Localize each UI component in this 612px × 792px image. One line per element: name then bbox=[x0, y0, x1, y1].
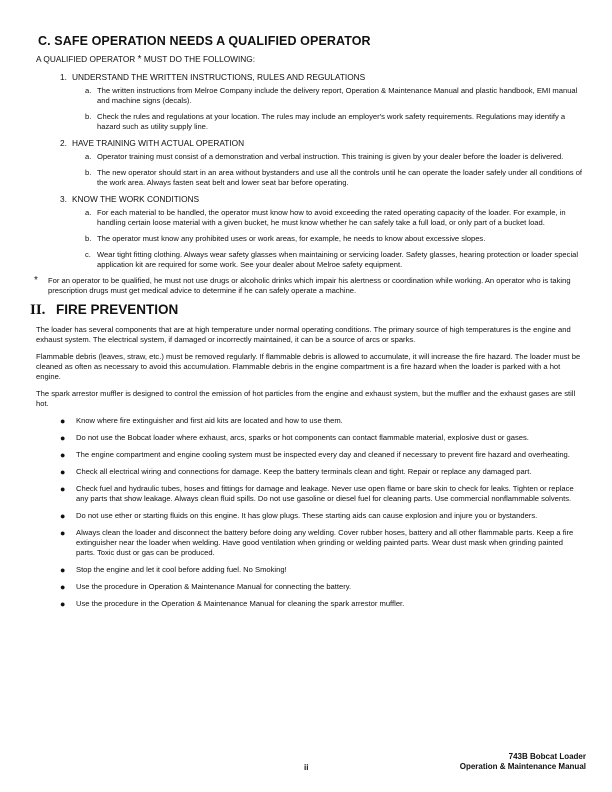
page-content bbox=[28, 34, 588, 616]
item-number: 3. bbox=[60, 194, 67, 204]
bullet-icon: ● bbox=[60, 528, 66, 538]
bullet-item bbox=[60, 565, 588, 575]
sub-item-letter: b. bbox=[85, 168, 92, 177]
item-heading: KNOW THE WORK CONDITIONS bbox=[72, 194, 200, 204]
sub-item bbox=[85, 152, 588, 162]
page-number: ii bbox=[304, 763, 309, 772]
bullet-item bbox=[60, 433, 588, 443]
sub-item-text: The operator must know any prohibited uses or work areas, for example, he needs to know about excessive slopes. bbox=[97, 234, 486, 243]
note-text: For an operator to be qualified, he must not use drugs or alcoholic drinks which impair his alertness or coordination while working. An operator who is taking prescription drugs must get medical advice to determine if he can safely operate a machine. bbox=[48, 276, 571, 295]
sub-item-letter: b. bbox=[85, 234, 92, 243]
bullet-icon: ● bbox=[60, 416, 66, 426]
numbered-item bbox=[60, 138, 588, 148]
sub-item-text: Wear tight fitting clothing. Always wear safety glasses when maintaining or servicing loader. Safety glasses, hearing protection or loader special application kit are required for some work. See your dealer about Melroe safety equipment. bbox=[97, 250, 579, 269]
bullet-item bbox=[60, 416, 588, 426]
section-numeral: II. bbox=[30, 302, 46, 318]
bullet-text: Check fuel and hydraulic tubes, hoses and fittings for damage and leakage. Never use open flame or bare skin to check for leaks. Tighten or replace any parts that show leakage. Always clean fluid spills. Do not use gasoline or diesel fuel for cleaning parts. Use commercial nonflammable solvents. bbox=[76, 484, 574, 503]
sub-item-text: The written instructions from Melroe Company include the delivery report, Operation & Maintenance Manual and plastic handbook, EMI manual and machine signs (decals). bbox=[97, 86, 578, 105]
section-c-intro bbox=[36, 54, 588, 65]
bullet-icon: ● bbox=[60, 433, 66, 443]
intro-text-end: MUST DO THE FOLLOWING: bbox=[143, 54, 256, 64]
bullet-text: Use the procedure in the Operation & Maintenance Manual for cleaning the spark arrestor muffler. bbox=[76, 599, 405, 608]
sub-item-letter: a. bbox=[85, 86, 92, 95]
bullet-text: Check all electrical wiring and connections for damage. Keep the battery terminals clean and tight. Repair or replace any damaged part. bbox=[76, 467, 532, 476]
item-heading: UNDERSTAND THE WRITTEN INSTRUCTIONS, RULES AND REGULATIONS bbox=[72, 72, 366, 82]
bullet-item bbox=[60, 511, 588, 521]
bullet-item bbox=[60, 450, 588, 460]
paragraph: The spark arrestor muffler is designed to control the emission of hot particles from the engine and exhaust system, but the muffler and the exhaust gases are still hot. bbox=[36, 389, 576, 408]
bullet-icon: ● bbox=[60, 599, 66, 609]
section-c-title: C. SAFE OPERATION NEEDS A QUALIFIED OPERATOR bbox=[38, 34, 371, 48]
sub-item-letter: c. bbox=[85, 250, 91, 259]
sub-item bbox=[85, 208, 588, 228]
item-number: 2. bbox=[60, 138, 67, 148]
sub-item bbox=[85, 234, 588, 244]
bullet-item bbox=[60, 599, 588, 609]
sub-item-letter: b. bbox=[85, 112, 92, 121]
sub-item-text: Check the rules and regulations at your location. The rules may include an employer's work safety requirements. Regulations may identify a hazard such as utility supply line. bbox=[97, 112, 566, 131]
footer-model: 743B Bobcat Loader bbox=[508, 752, 586, 761]
sub-item-text: The new operator should start in an area without bystanders and use all the controls until he can operate the loader safely under all conditions of the work area. Always fasten seat belt and lower seat bar before operating. bbox=[97, 168, 583, 187]
bullet-text: The engine compartment and engine cooling system must be inspected every day and cleaned if necessary to prevent fire hazard and overheating. bbox=[76, 450, 570, 459]
sub-item-text: For each material to be handled, the operator must know how to avoid exceeding the rated operating capacity of the loader. For example, in handling certain loose material with a given bucket, he must know whether he can safely take a full load, or only part of a bucket load. bbox=[97, 208, 566, 227]
footer-manual-title bbox=[460, 752, 586, 772]
bullet-text: Always clean the loader and disconnect the battery before doing any welding. Cover rubber hoses, battery and all other flammable parts. Keep a fire extinguisher near the loader when welding. Have good ventilation when grinding or welding painted parts. Wear dust mask when grinding painted parts. Toxic dust or gas can be produced. bbox=[76, 528, 574, 557]
bullet-item bbox=[60, 467, 588, 477]
sub-item-letter: a. bbox=[85, 208, 92, 217]
sub-item-letter: a. bbox=[85, 152, 92, 161]
numbered-item bbox=[60, 194, 588, 204]
bullet-text: Do not use the Bobcat loader where exhaust, arcs, sparks or hot components can contact flammable material, explosive dust or gases. bbox=[76, 433, 529, 442]
item-heading: HAVE TRAINING WITH ACTUAL OPERATION bbox=[72, 138, 245, 148]
bullet-icon: ● bbox=[60, 484, 66, 494]
bullet-icon: ● bbox=[60, 450, 66, 460]
bullet-icon: ● bbox=[60, 467, 66, 477]
footer-manual: Operation & Maintenance Manual bbox=[459, 762, 586, 771]
paragraph: The loader has several components that are at high temperature under normal operating conditions. The primary source of high temperatures is the engine and exhaust system. The electrical system, if damaged or incorrectly maintained, it can be a source of arcs or sparks. bbox=[36, 325, 571, 344]
bullet-icon: ● bbox=[60, 565, 66, 575]
section-title: FIRE PREVENTION bbox=[56, 302, 179, 317]
item-number: 1. bbox=[60, 72, 67, 82]
bullet-item bbox=[60, 582, 588, 592]
bullet-item bbox=[60, 528, 588, 558]
intro-text: A QUALIFIED OPERATOR bbox=[36, 54, 136, 64]
sub-item bbox=[85, 112, 588, 132]
bullet-icon: ● bbox=[60, 511, 66, 521]
sub-item bbox=[85, 86, 588, 106]
bullet-item bbox=[60, 484, 588, 504]
paragraph: Flammable debris (leaves, straw, etc.) must be removed regularly. If flammable debris is allowed to accumulate, it will increase the fire hazard. The loader must be cleaned as often as necessary to avoid this accumulation. Flammable debris in the engine compartment is a fire hazard when the loader is parked with a hot engine. bbox=[36, 352, 581, 381]
sub-item bbox=[85, 250, 588, 270]
sub-item-text: Operator training must consist of a demonstration and verbal instruction. This training is given by your dealer before the loader is delivered. bbox=[97, 152, 564, 161]
section-ii-heading bbox=[30, 302, 588, 319]
qualification-note bbox=[34, 276, 588, 296]
bullet-icon: ● bbox=[60, 582, 66, 592]
asterisk-marker: * bbox=[137, 54, 142, 65]
asterisk-marker: * bbox=[34, 275, 38, 286]
bullet-text: Do not use ether or starting fluids on this engine. It has glow plugs. These starting aids can cause explosion and injure you or bystanders. bbox=[76, 511, 538, 520]
numbered-item bbox=[60, 72, 588, 82]
bullet-text: Know where fire extinguisher and first aid kits are located and how to use them. bbox=[76, 416, 343, 425]
sub-item bbox=[85, 168, 588, 188]
bullet-text: Use the procedure in Operation & Maintenance Manual for connecting the battery. bbox=[76, 582, 352, 591]
bullet-text: Stop the engine and let it cool before adding fuel. No Smoking! bbox=[76, 565, 287, 574]
